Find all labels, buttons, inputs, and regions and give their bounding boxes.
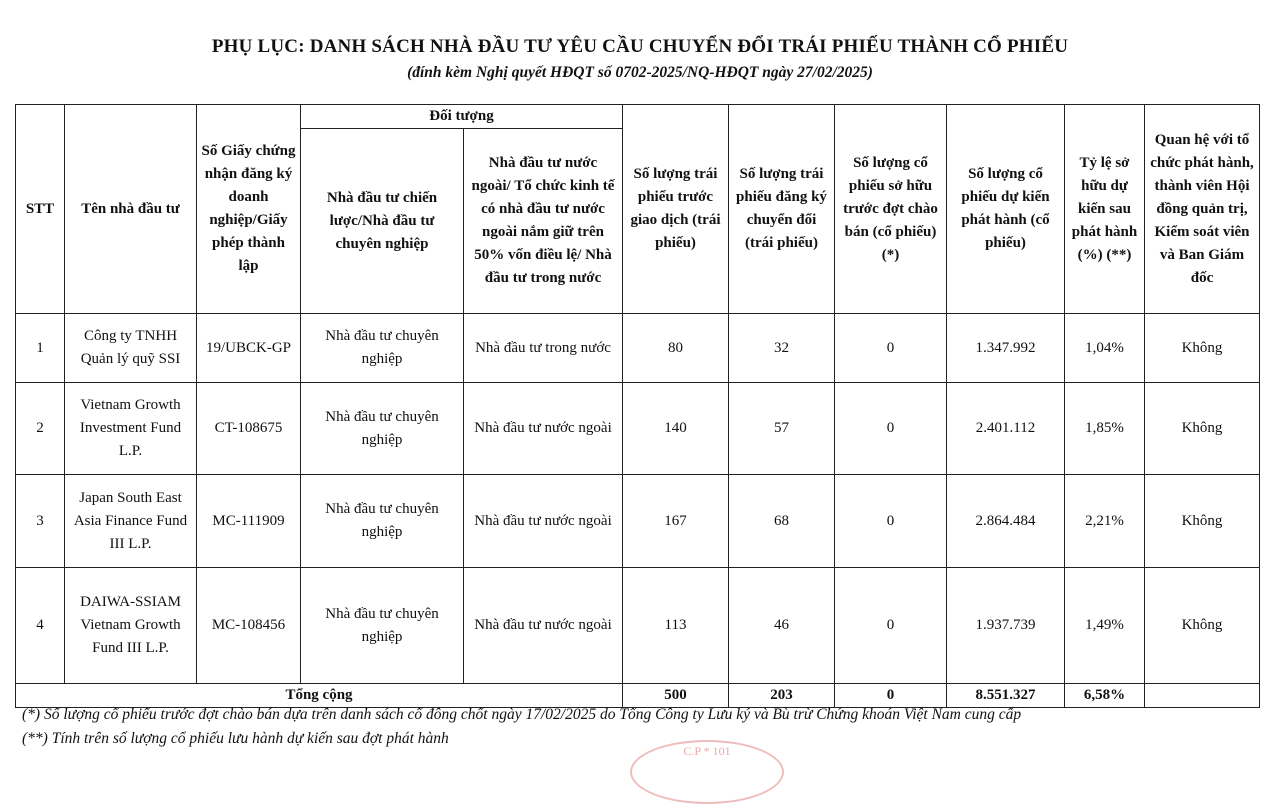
table-row xyxy=(16,475,1260,568)
header-shares-issue: Số lượng cổ phiếu dự kiến phát hành (cổ phiếu) xyxy=(947,105,1065,314)
cell-stt: 3 xyxy=(16,475,65,568)
cell-ratio: 1,04% xyxy=(1065,314,1145,383)
header-relation: Quan hệ với tổ chức phát hành, thành viên Hội đồng quản trị, Kiểm soát viên và Ban Giám đốc xyxy=(1145,105,1260,314)
company-seal xyxy=(630,740,784,804)
cell-license: 19/UBCK-GP xyxy=(197,314,301,383)
cell-license: MC-108456 xyxy=(197,568,301,684)
cell-foreign: Nhà đầu tư nước ngoài xyxy=(464,475,623,568)
header-bonds-before: Số lượng trái phiếu trước giao dịch (trái phiếu) xyxy=(623,105,729,314)
cell-license: CT-108675 xyxy=(197,383,301,475)
cell-bonds-before: 167 xyxy=(623,475,729,568)
document-subtitle: (đính kèm Nghị quyết HĐQT số 0702-2025/NQ-HĐQT ngày 27/02/2025) xyxy=(407,64,873,81)
header-ownership-ratio: Tỷ lệ sở hữu dự kiến sau phát hành (%) (**) xyxy=(1065,105,1145,314)
cell-bonds-before: 80 xyxy=(623,314,729,383)
table-row xyxy=(16,568,1260,684)
cell-investor-name: Công ty TNHH Quản lý quỹ SSI xyxy=(65,314,197,383)
header-investor-type-group: Đối tượng xyxy=(301,105,623,129)
table-row xyxy=(16,383,1260,475)
footnote-shares-before: (*) Số lượng cổ phiếu trước đợt chào bán dựa trên danh sách cổ đông chốt ngày 17/02/2025 do Tổng Công ty Lưu ký và Bù trừ Chứng khoán Việt Nam cung cấp xyxy=(22,706,1022,723)
total-bonds-convert: 203 xyxy=(729,684,835,708)
cell-shares-before: 0 xyxy=(835,383,947,475)
cell-foreign: Nhà đầu tư trong nước xyxy=(464,314,623,383)
cell-shares-before: 0 xyxy=(835,568,947,684)
cell-bonds-before: 113 xyxy=(623,568,729,684)
cell-shares-before: 0 xyxy=(835,314,947,383)
header-license: Số Giấy chứng nhận đăng ký doanh nghiệp/Giấy phép thành lập xyxy=(197,105,301,314)
total-relation-empty xyxy=(1145,684,1260,708)
cell-bonds-convert: 32 xyxy=(729,314,835,383)
total-bonds-before: 500 xyxy=(623,684,729,708)
cell-investor-name: DAIWA-SSIAM Vietnam Growth Fund III L.P. xyxy=(65,568,197,684)
cell-strategic: Nhà đầu tư chuyên nghiệp xyxy=(301,383,464,475)
cell-relation: Không xyxy=(1145,314,1260,383)
cell-shares-before: 0 xyxy=(835,475,947,568)
cell-strategic: Nhà đầu tư chuyên nghiệp xyxy=(301,314,464,383)
header-stt: STT xyxy=(16,105,65,314)
total-shares-issue: 8.551.327 xyxy=(947,684,1065,708)
cell-investor-name: Japan South East Asia Finance Fund III L.P. xyxy=(65,475,197,568)
header-bonds-convert: Số lượng trái phiếu đăng ký chuyển đổi (trái phiếu) xyxy=(729,105,835,314)
seal-text: C.P * 101 xyxy=(683,744,731,758)
cell-investor-name: Vietnam Growth Investment Fund L.P. xyxy=(65,383,197,475)
investor-table xyxy=(15,104,1260,708)
cell-license: MC-111909 xyxy=(197,475,301,568)
cell-relation: Không xyxy=(1145,475,1260,568)
cell-bonds-convert: 46 xyxy=(729,568,835,684)
header-strategic-professional: Nhà đầu tư chiến lược/Nhà đầu tư chuyên nghiệp xyxy=(301,129,464,314)
cell-bonds-before: 140 xyxy=(623,383,729,475)
total-shares-before: 0 xyxy=(835,684,947,708)
cell-bonds-convert: 57 xyxy=(729,383,835,475)
cell-shares-issue: 2.401.112 xyxy=(947,383,1065,475)
table-row xyxy=(16,314,1260,383)
cell-strategic: Nhà đầu tư chuyên nghiệp xyxy=(301,568,464,684)
cell-bonds-convert: 68 xyxy=(729,475,835,568)
cell-relation: Không xyxy=(1145,383,1260,475)
cell-ratio: 2,21% xyxy=(1065,475,1145,568)
header-investor-name: Tên nhà đầu tư xyxy=(65,105,197,314)
total-ratio: 6,58% xyxy=(1065,684,1145,708)
cell-stt: 2 xyxy=(16,383,65,475)
footnote-ratio: (**) Tính trên số lượng cổ phiếu lưu hành dự kiến sau đợt phát hành xyxy=(22,730,449,747)
total-row xyxy=(16,684,1260,708)
document-title: PHỤ LỤC: DANH SÁCH NHÀ ĐẦU TƯ YÊU CẦU CHUYỂN ĐỔI TRÁI PHIẾU THÀNH CỔ PHIẾU xyxy=(211,36,1069,57)
cell-ratio: 1,49% xyxy=(1065,568,1145,684)
cell-shares-issue: 1.347.992 xyxy=(947,314,1065,383)
cell-foreign: Nhà đầu tư nước ngoài xyxy=(464,383,623,475)
cell-ratio: 1,85% xyxy=(1065,383,1145,475)
cell-stt: 1 xyxy=(16,314,65,383)
cell-foreign: Nhà đầu tư nước ngoài xyxy=(464,568,623,684)
cell-relation: Không xyxy=(1145,568,1260,684)
cell-shares-issue: 2.864.484 xyxy=(947,475,1065,568)
cell-stt: 4 xyxy=(16,568,65,684)
cell-strategic: Nhà đầu tư chuyên nghiệp xyxy=(301,475,464,568)
header-foreign-domestic: Nhà đầu tư nước ngoài/ Tổ chức kinh tế có nhà đầu tư nước ngoài nắm giữ trên 50% vốn điều lệ/ Nhà đầu tư trong nước xyxy=(464,129,623,314)
header-shares-before: Số lượng cổ phiếu sở hữu trước đợt chào bán (cổ phiếu) (*) xyxy=(835,105,947,314)
cell-shares-issue: 1.937.739 xyxy=(947,568,1065,684)
total-label: Tổng cộng xyxy=(16,684,623,708)
